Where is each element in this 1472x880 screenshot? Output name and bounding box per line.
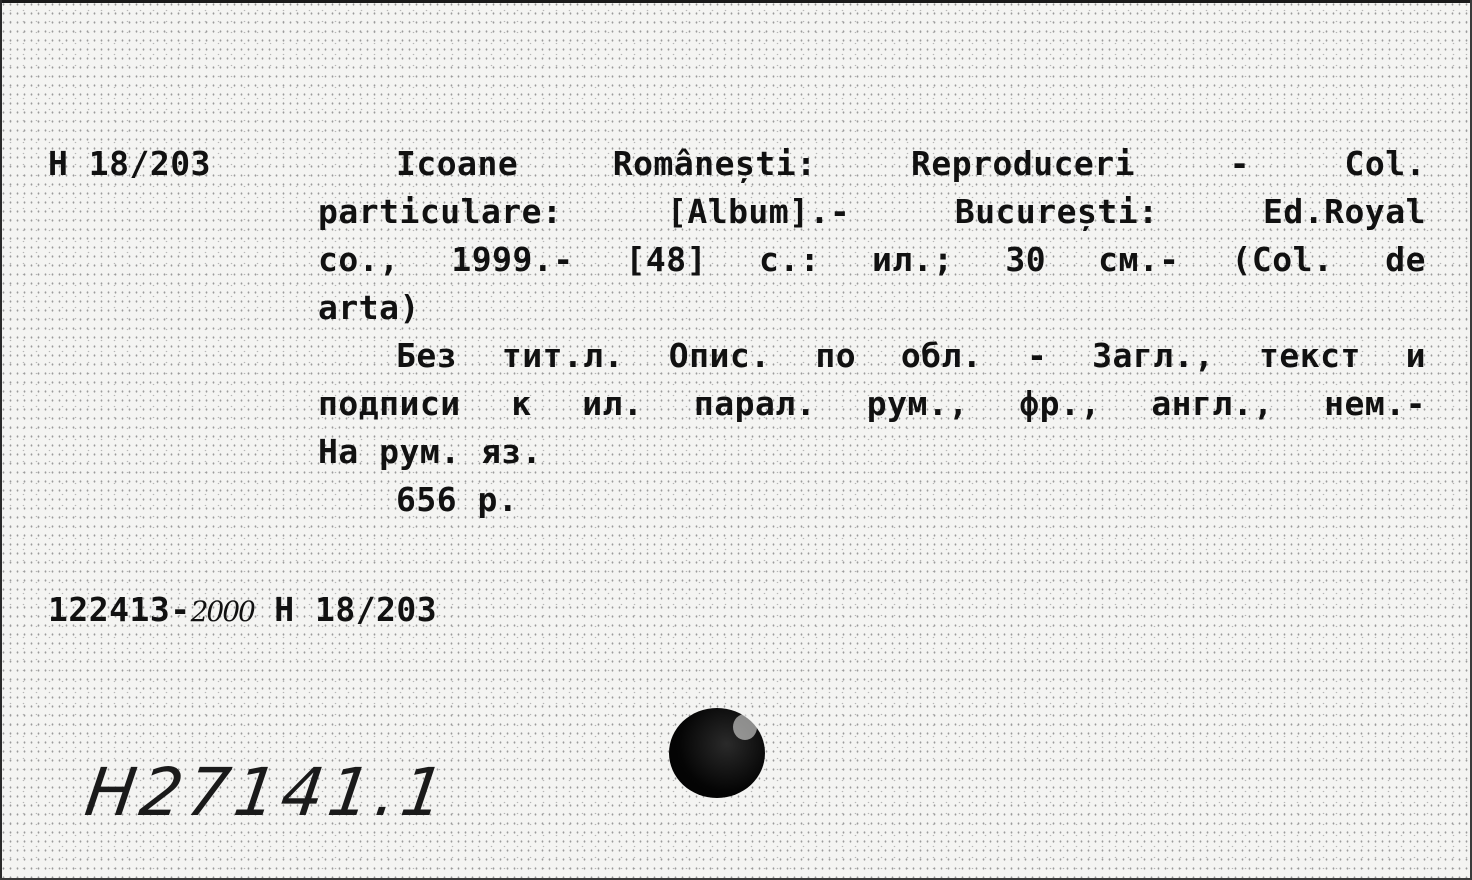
entry-note-line-3: На рум. яз. [318, 432, 543, 471]
accession-line [48, 586, 437, 636]
entry-price: 656 р. [396, 480, 519, 519]
entry-title-line: Icoane Românești: Reproduceri - Col. [396, 144, 1426, 183]
accession-year-handwritten: 2000 [190, 595, 254, 628]
call-number: Н 18/203 [48, 144, 211, 183]
card-left-edge [0, 0, 2, 880]
entry-title-line-2: particulare: [Album].- București: Ed.Royal [318, 192, 1426, 231]
bibliographic-entry [318, 140, 1426, 524]
entry-imprint-line: co., 1999.- [48] с.: ил.; 30 см.- (Col. de [318, 240, 1426, 279]
entry-note-line-2: подписи к ил. парал. рум., фр., англ., нем.- [318, 384, 1426, 423]
punch-hole-highlight [733, 714, 757, 740]
entry-series-line: arta) [318, 288, 420, 327]
entry-note-line-1: Без тит.л. Опис. по обл. - Загл., текст и [396, 336, 1426, 375]
card-top-edge [0, 0, 1472, 3]
accession-call-number: Н 18/203 [274, 590, 438, 629]
accession-number: 122413- [48, 590, 191, 629]
handwritten-inventory-number: Н27141.1 [80, 754, 454, 831]
